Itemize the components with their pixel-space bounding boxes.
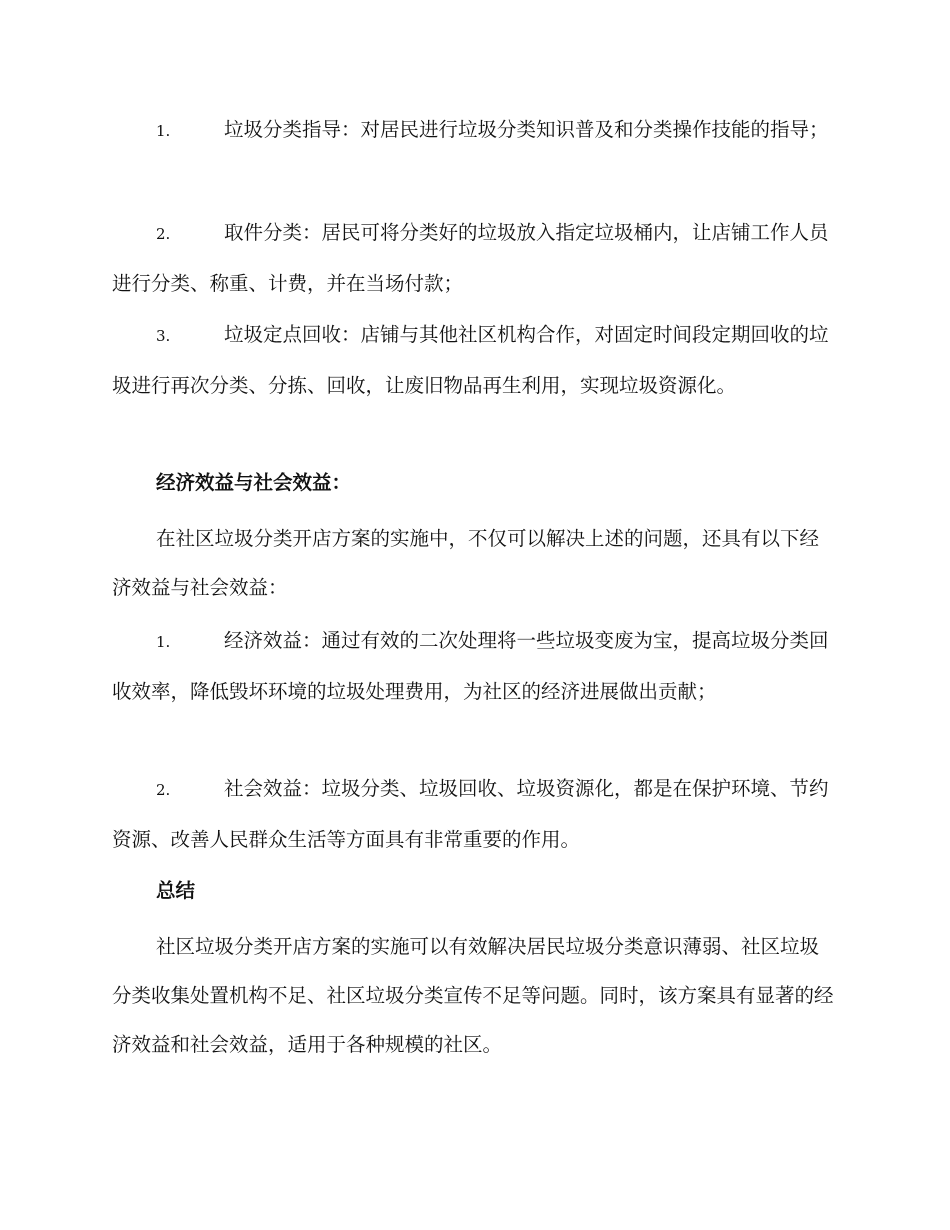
list-number: 2.	[156, 225, 171, 243]
list-item	[112, 105, 834, 156]
list-number: 1.	[156, 122, 171, 140]
list-item	[112, 616, 834, 716]
list-item	[112, 310, 834, 410]
list-text: 经济效益：通过有效的二次处理将一些垃圾变废为宝，提高垃圾分类回收效率，降低毁坏环境的垃圾处理费用，为社区的经济进展做出贡献；	[112, 629, 829, 703]
paragraph-summary: 社区垃圾分类开店方案的实施可以有效解决居民垃圾分类意识薄弱、社区垃圾分类收集处置机构不足、社区垃圾分类宣传不足等问题。同时，该方案具有显著的经济效益和社会效益，适用于各种规模的社区。	[112, 935, 834, 1056]
list-text: 垃圾定点回收：店铺与其他社区机构合作，对固定时间段定期回收的垃圾进行再次分类、分拣、回收，让废旧物品再生利用，实现垃圾资源化。	[112, 323, 829, 397]
list-number: 3.	[156, 327, 171, 345]
paragraph-benefits-intro: 在社区垃圾分类开店方案的实施中，不仅可以解决上述的问题，还具有以下经济效益与社会效益：	[112, 527, 820, 599]
list-item	[112, 208, 834, 308]
list-text: 垃圾分类指导：对居民进行垃圾分类知识普及和分类操作技能的指导；	[224, 118, 829, 141]
list-number: 2.	[156, 781, 171, 799]
list-text: 取件分类：居民可将分类好的垃圾放入指定垃圾桶内，让店铺工作人员进行分类、称重、计费，并在当场付款；	[112, 221, 829, 295]
list-item	[112, 764, 834, 864]
list-text: 社会效益：垃圾分类、垃圾回收、垃圾资源化，都是在保护环境、节约资源、改善人民群众生活等方面具有非常重要的作用。	[112, 777, 829, 851]
section-heading-summary: 总结	[156, 879, 196, 902]
section-heading-benefits: 经济效益与社会效益：	[156, 471, 352, 494]
list-number: 1.	[156, 633, 171, 651]
